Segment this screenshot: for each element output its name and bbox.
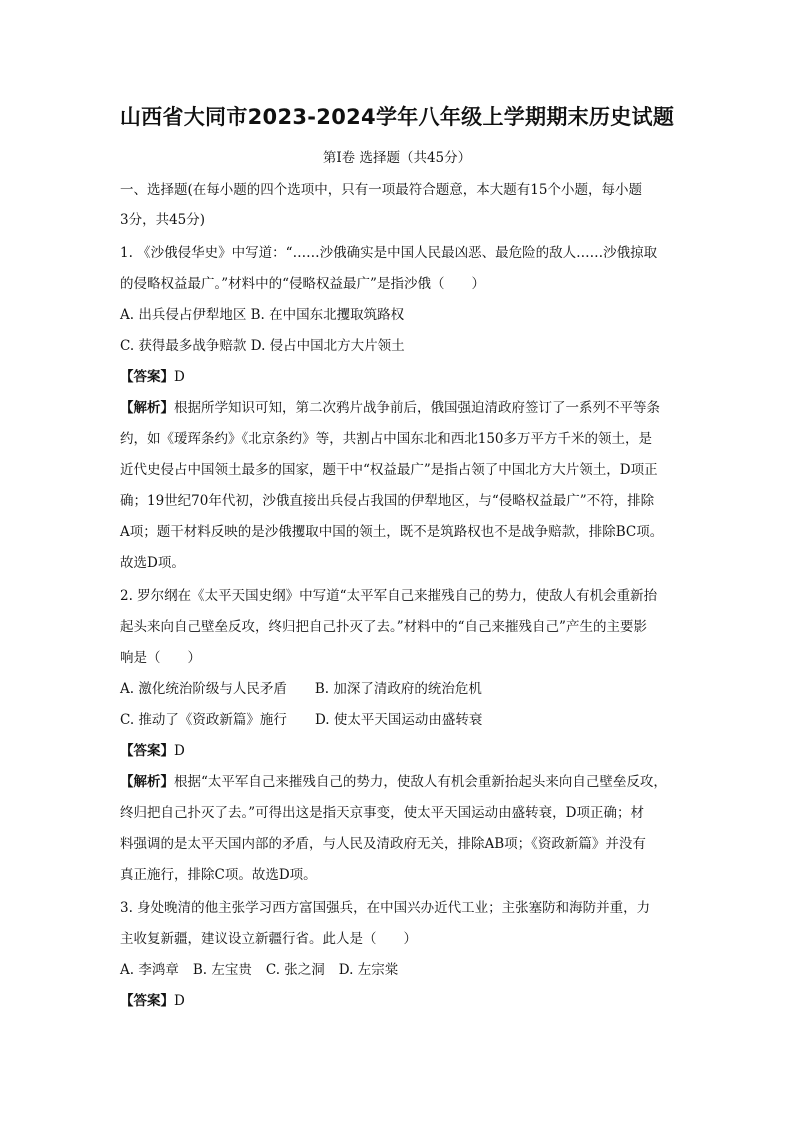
section-instruction: 3分，共45分) bbox=[120, 212, 206, 228]
question-2-options bbox=[120, 677, 680, 697]
option-c: C. 张之洞 bbox=[265, 962, 325, 978]
answer-value: D bbox=[174, 743, 185, 759]
question-2-options bbox=[120, 708, 680, 728]
question-1-analysis: A项；题干材料反映的是沙俄攫取中国的领土，既不是筑路权也不是战争赔款，排除BC项。 bbox=[120, 524, 664, 540]
answer-tag: 【答案】 bbox=[120, 369, 174, 385]
answer-value: D bbox=[174, 369, 185, 385]
question-1-analysis: 约，如《瑷珲条约》《北京条约》等，共割占中国东北和西北150多万平方千米的领土，是 bbox=[120, 431, 653, 447]
question-1-stem: 1. 《沙俄侵华史》中写道：“……沙俄确实是中国人民最凶恶、最危险的敌人……沙俄掠取 bbox=[120, 245, 658, 261]
question-1-stem: 的侵略权益最广。”材料中的“侵略权益最广”是指沙俄（ ） bbox=[120, 276, 485, 292]
analysis-tag: 【解析】 bbox=[120, 400, 174, 416]
question-1-options: A. 出兵侵占伊犁地区 B. 在中国东北攫取筑路权 bbox=[120, 307, 405, 323]
option-d: D. 左宗棠 bbox=[338, 962, 399, 978]
section-subtitle: 第Ⅰ卷 选择题（共45分） bbox=[322, 150, 472, 166]
answer-tag: 【答案】 bbox=[120, 743, 174, 759]
question-1-analysis: 近代史侵占中国领土最多的国家，题干中“权益最广”是指占领了中国北方大片领土，D项正 bbox=[120, 462, 658, 478]
question-2-analysis: 真正施行，排除C项。故选D项。 bbox=[120, 867, 317, 883]
option-b: B. 加深了清政府的统治危机 bbox=[314, 681, 482, 697]
question-1-analysis bbox=[120, 396, 680, 416]
page-title: 山西省大同市2023-2024学年八年级上学期期末历史试题 bbox=[119, 105, 675, 129]
answer-value: D bbox=[174, 993, 185, 1009]
question-1-analysis: 故选D项。 bbox=[120, 555, 185, 571]
question-2-answer bbox=[120, 739, 680, 759]
question-2-stem: 2. 罗尔纲在《太平天国史纲》中写道“太平军自己来摧残自己的势力，使敌人有机会重新抬 bbox=[120, 588, 658, 604]
option-a: A. 激化统治阶级与人民矛盾 bbox=[120, 681, 287, 697]
analysis-text: 根据所学知识可知，第二次鸦片战争前后，俄国强迫清政府签订了一系列不平等条 bbox=[174, 400, 660, 416]
analysis-tag: 【解析】 bbox=[120, 774, 174, 790]
question-1-options: C. 获得最多战争赔款 D. 侵占中国北方大片领土 bbox=[120, 338, 405, 354]
question-2-analysis: 终归把自己扑灭了去。”可得出这是指天京事变，使太平天国运动由盛转衰，D项正确；材 bbox=[120, 805, 644, 821]
question-1-analysis: 确；19世纪70年代初，沙俄直接出兵侵占我国的伊犁地区，与“侵略权益最广”不符，排除 bbox=[120, 493, 655, 509]
question-3-stem: 3. 身处晚清的他主张学习西方富国强兵，在中国兴办近代工业；主张塞防和海防并重，力 bbox=[120, 900, 651, 916]
question-2-analysis: 料强调的是太平天国内部的矛盾，与人民及清政府无关，排除AB项；《资政新篇》并没有 bbox=[120, 836, 646, 852]
question-2-analysis bbox=[120, 770, 680, 790]
question-3-answer bbox=[120, 989, 680, 1009]
option-a: A. 李鸿章 bbox=[120, 962, 179, 978]
question-2-stem: 响是（ ） bbox=[120, 650, 201, 666]
question-3-options bbox=[120, 958, 680, 978]
question-3-stem: 主收复新疆，建议设立新疆行省。此人是（ ） bbox=[120, 931, 417, 947]
question-2-stem: 起头来向自己壁垒反攻，终归把自己扑灭了去。”材料中的“自己来摧残自己”产生的主要影 bbox=[120, 619, 647, 635]
option-c: C. 推动了《资政新篇》施行 bbox=[120, 712, 287, 728]
option-b: B. 左宝贵 bbox=[192, 962, 252, 978]
analysis-text: 根据“太平军自己来摧残自己的势力，使敌人有机会重新抬起头来向自己壁垒反攻， bbox=[174, 774, 667, 790]
option-d: D. 使太平天国运动由盛转衰 bbox=[314, 712, 483, 728]
section-instruction: 一、选择题(在每小题的四个选项中，只有一项最符合题意，本大题有15个小题，每小题 bbox=[120, 182, 642, 198]
question-1-answer bbox=[120, 365, 680, 385]
answer-tag: 【答案】 bbox=[120, 993, 174, 1009]
